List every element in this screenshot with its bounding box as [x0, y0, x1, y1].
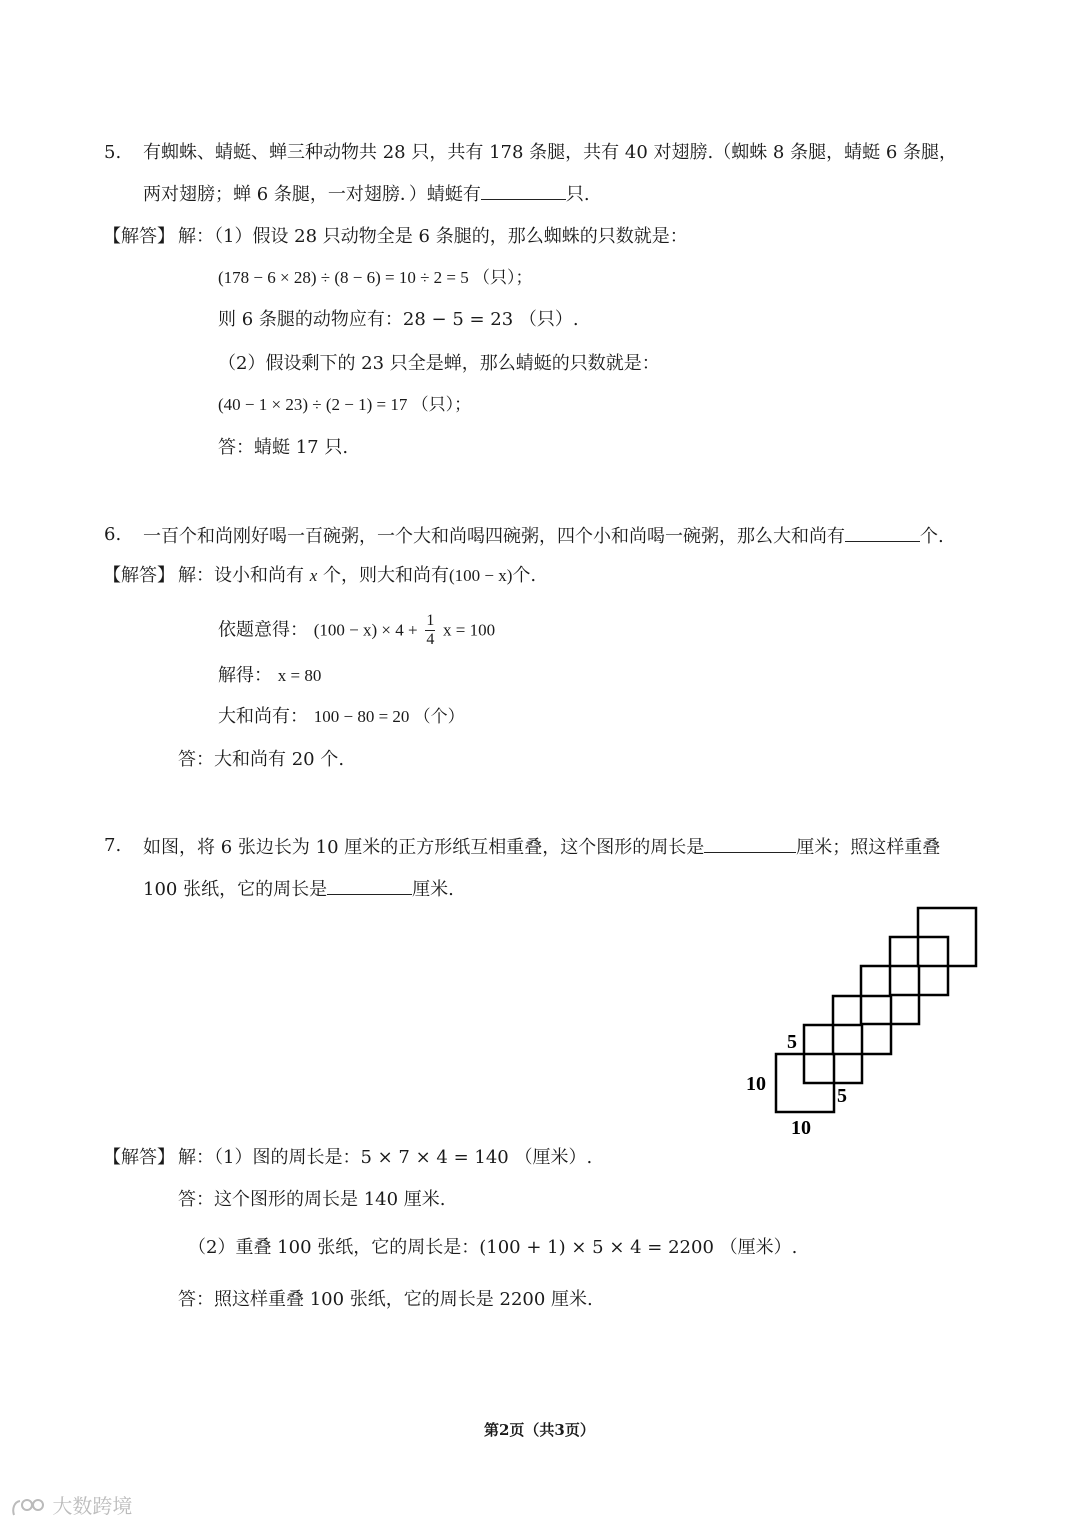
problem-6-line-1-text: 一百个和尚刚好喝一百碗粥，一个大和尚喝四碗粥，四个小和尚喝一碗粥，那么大和尚有: [143, 526, 845, 547]
problem-5-line-2-text: 两对翅膀；蝉 6 条腿，一对翅膀．）蜻蜓有: [143, 184, 481, 205]
problem-7-line-1-text: 如图，将 6 张边长为 10 厘米的正方形纸互相重叠，这个图形的周长是: [143, 837, 705, 858]
fraction-numerator: 1: [426, 612, 435, 629]
solution-6-solve-value: x = 80: [277, 666, 322, 685]
solution-5-step-3: （2）假设剩下的 23 只全是蝉，那么蜻蜓的只数就是：: [218, 353, 660, 374]
solution-6-big-value: 100 − 80 = 20 （个）: [313, 707, 465, 726]
problem-5-line-2: [143, 181, 590, 207]
answer-blank: [327, 876, 412, 895]
solution-6-step-1-b: 个，则大和尚有: [323, 565, 450, 586]
solution-6-equation-label: 依题意得：: [218, 619, 308, 641]
problem-6-line-1: [143, 523, 944, 549]
solution-7-step-1: 解：（1）图的周长是：5 × 7 × 4 = 140 （厘米）.: [178, 1147, 593, 1168]
solution-6-big-label: 大和尚有：: [218, 706, 308, 727]
fraction-one-quarter: [425, 612, 435, 649]
figure-label-5-top: 5: [787, 1031, 797, 1053]
solution-6-equation-right: x = 100: [443, 620, 496, 640]
problem-7-line-1-tail: 厘米；照这样重叠: [796, 837, 941, 858]
solution-6-answer: 答：大和尚有 20 个.: [178, 749, 345, 770]
solution-7-tag: 【解答】: [103, 1147, 175, 1168]
solution-6-step-1-c: (100 − x): [449, 566, 513, 585]
problem-6-line-1-tail: 个.: [920, 526, 944, 547]
solution-6-step-1-a: 解：设小和尚有: [178, 565, 304, 586]
solution-5-equation-2: (40 − 1 × 23) ÷ (2 − 1) = 17 （只）；: [218, 395, 472, 414]
solution-6-big-monks: [218, 705, 465, 729]
solution-5-equation-1: (178 − 6 × 28) ÷ (8 − 6) = 10 ÷ 2 = 5 （只）；: [218, 268, 533, 287]
problem-5-number: 5.: [104, 142, 122, 163]
overlapping-squares-figure: [740, 900, 990, 1145]
variable-x: x: [309, 566, 318, 585]
problem-7-line-1: [143, 834, 940, 860]
answer-blank: [704, 834, 796, 853]
solution-5-tag: 【解答】: [103, 226, 175, 247]
problem-7-line-2-text: 100 张纸，它的周长是: [143, 879, 328, 900]
problem-5-line-1: 有蜘蛛、蜻蜓、蝉三种动物共 28 只，共有 178 条腿，共有 40 对翅膀.（蜘蛛 8 条腿，蜻蜓 6 条腿，: [143, 142, 958, 163]
problem-5-line-2-tail: 只.: [565, 184, 590, 205]
watermark-text: 大数跨境: [52, 1494, 133, 1518]
solution-7-answer-1: 答：这个图形的周长是 140 厘米.: [178, 1189, 446, 1210]
figure-label-10-bottom: 10: [791, 1117, 811, 1139]
solution-6-step-1-d: 个.: [512, 565, 537, 586]
figure-label-10-left: 10: [746, 1073, 766, 1095]
solution-5-step-1: 解：（1）假设 28 只动物全是 6 条腿的，那么蜘蛛的只数就是：: [178, 226, 688, 247]
problem-7-line-2-tail: 厘米.: [412, 879, 454, 900]
solution-5-answer: 答：蜻蜓 17 只.: [218, 437, 349, 458]
solution-7-step-2: （2）重叠 100 张纸，它的周长是：(100 + 1) × 5 × 4 = 2200 （厘米）.: [188, 1237, 798, 1258]
solution-7-answer-2: 答：照这样重叠 100 张纸，它的周长是 2200 厘米.: [178, 1289, 593, 1310]
watermark-logo-icon: [10, 1497, 46, 1519]
solution-6-equation-left: (100 − x) × 4 +: [313, 620, 418, 640]
solution-6-solve: [218, 664, 321, 688]
solution-6-step-1: [178, 564, 536, 588]
answer-blank: [481, 181, 566, 200]
problem-6-number: 6.: [104, 524, 122, 545]
problem-7-number: 7.: [104, 835, 122, 856]
page-footer: 第2页（共3页）: [484, 1421, 595, 1439]
solution-5-step-2: 则 6 条腿的动物应有：28 − 5 = 23 （只）.: [218, 309, 579, 330]
fraction-denominator: 4: [426, 631, 435, 648]
answer-blank: [845, 523, 920, 542]
figure-label-5-right: 5: [837, 1085, 847, 1107]
watermark: [10, 1490, 132, 1519]
solution-6-equation: [218, 612, 495, 649]
problem-7-line-2: [143, 876, 454, 902]
solution-6-solve-label: 解得：: [218, 665, 272, 686]
solution-6-tag: 【解答】: [103, 565, 175, 586]
